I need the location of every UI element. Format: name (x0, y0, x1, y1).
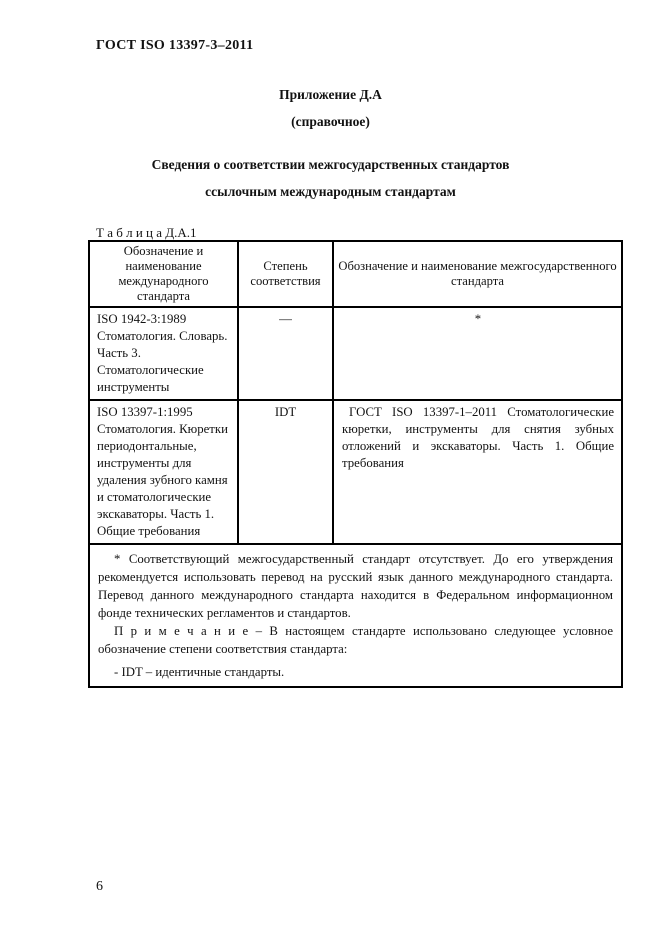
doc-designation: ГОСТ ISO 13397-3–2011 (96, 38, 254, 53)
table-header-row (89, 241, 622, 307)
cell-degree-of-conformity: IDT (238, 400, 333, 544)
cell-degree-of-conformity: — (238, 307, 333, 400)
appendix-heading-line2: ссылочным международным стандартам (205, 184, 456, 199)
note-item-idt: - IDT – идентичные стандарты. (114, 665, 285, 679)
appendix-heading-line1: Сведения о соответствии межгосударственных стандартов (151, 157, 510, 172)
cell-interstate-standard: ГОСТ ISO 13397-1–2011 Стоматологические кюретки, инструменты для снятия зубных отложений и экскаваторы. Часть 1. Общие требования (333, 400, 622, 544)
correspondence-table (88, 240, 623, 688)
appendix-title: Приложение Д.А (279, 87, 382, 102)
table-footnote-cell (89, 544, 622, 687)
cell-international-standard: ISO 13397-1:1995 Стоматология. Кюретки периодонтальные, инструменты для удаления зубного камня и стоматологические экскаваторы. Часть 1. Общие требования (89, 400, 238, 544)
page-number: 6 (96, 879, 103, 894)
cell-international-standard: ISO 1942-3:1989 Стоматология. Словарь. Часть 3. Стоматологические инструменты (89, 307, 238, 400)
note-text: П р и м е ч а н и е – В настоящем стандарте использовано следующее условное обозначение степени соответствия стандарта: (98, 624, 613, 656)
table-footnote-row (89, 544, 622, 687)
table-label: Т а б л и ц а Д.А.1 (96, 225, 197, 240)
cell-interstate-standard: * (333, 307, 622, 400)
appendix-subtitle: (справочное) (291, 114, 370, 129)
column-header-international-standard: Обозначение и наименование международного стандарта (89, 241, 238, 307)
footnote-text: * Соответствующий межгосударственный стандарт отсутствует. До его утверждения рекомендуется использовать перевод на русский язык данного международного стандарта. Перевод данного международного стандарта находится в Федеральном информационном фонде технических регламентов и стандартов. (98, 552, 613, 620)
table-row (89, 307, 622, 400)
table-row (89, 400, 622, 544)
column-header-interstate-standard: Обозначение и наименование межгосударственного стандарта (333, 241, 622, 307)
column-header-degree-of-conformity: Степень соответствия (238, 241, 333, 307)
